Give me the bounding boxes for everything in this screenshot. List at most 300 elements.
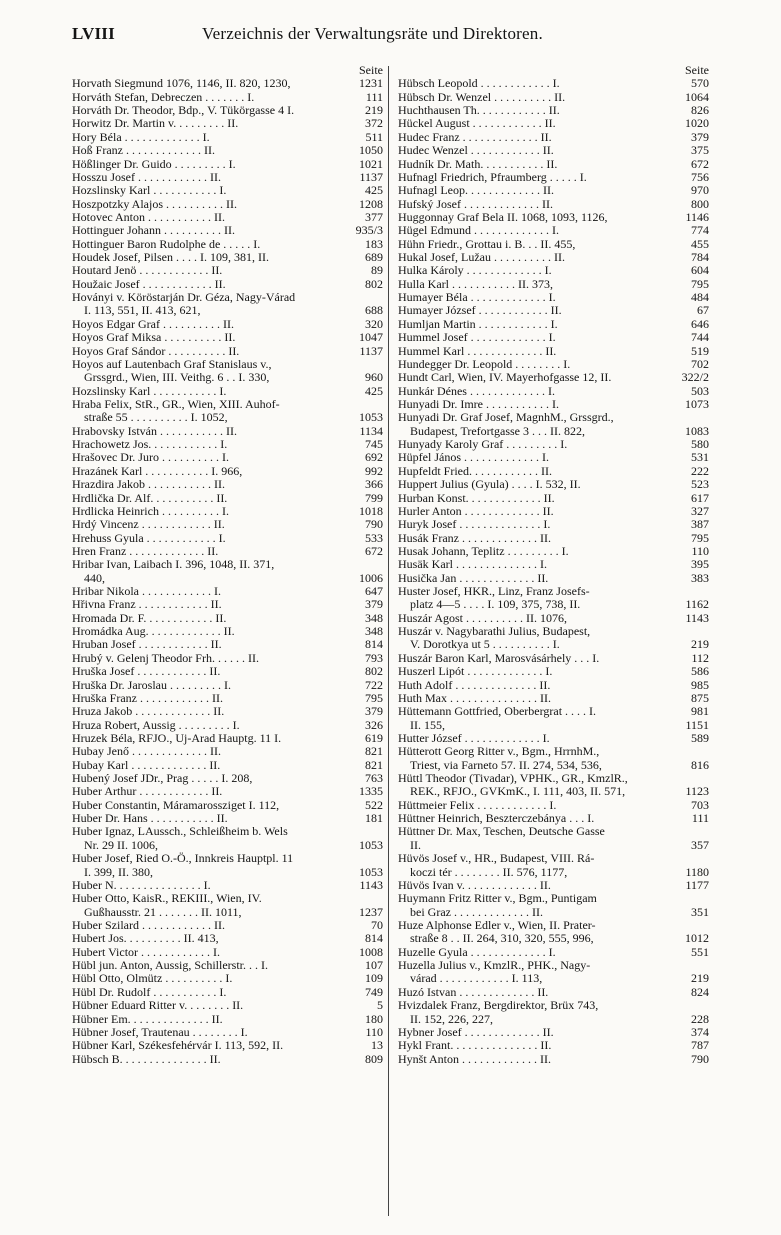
entry-text: Hromádka Aug. . . . . . . . . . . . . II. bbox=[72, 625, 235, 639]
index-entry bbox=[72, 638, 383, 651]
entry-text: Hruza Jakob . . . . . . . . . . . . . II. bbox=[72, 705, 225, 719]
index-entry bbox=[398, 224, 709, 237]
entry-text: I. 113, 551, II. 413, 621, bbox=[84, 304, 201, 318]
entry-text: II. bbox=[410, 838, 421, 852]
entry-page-number: 992 bbox=[365, 464, 383, 478]
index-entry bbox=[398, 478, 709, 491]
entry-page-number: 1053 bbox=[359, 838, 383, 852]
index-entry bbox=[72, 264, 383, 277]
entry-text: Huber Dr. Hans . . . . . . . . . . . II. bbox=[72, 812, 228, 826]
index-entry bbox=[398, 425, 709, 438]
index-entry bbox=[72, 866, 383, 879]
index-entry bbox=[398, 866, 709, 879]
index-entry bbox=[398, 652, 709, 665]
entry-text: Hoyos auf Lautenbach Graf Stanislaus v., bbox=[72, 357, 272, 371]
entry-page-number: 1162 bbox=[685, 598, 709, 612]
index-entry bbox=[398, 91, 709, 104]
entry-text: Humayer Béla . . . . . . . . . . . . . I. bbox=[398, 291, 556, 305]
entry-page-number: 110 bbox=[691, 544, 709, 558]
entry-text: Huzelle Gyula . . . . . . . . . . . . . I. bbox=[398, 945, 556, 959]
index-entry bbox=[72, 331, 383, 344]
entry-page-number: 689 bbox=[365, 251, 383, 265]
entry-text: Hunyady Karoly Graf . . . . . . . . . I. bbox=[398, 438, 568, 452]
entry-text: Hotovec Anton . . . . . . . . . . . II. bbox=[72, 210, 225, 224]
index-entry bbox=[398, 104, 709, 117]
entry-text: Hutter József . . . . . . . . . . . . . I. bbox=[398, 731, 550, 745]
entry-page-number: 824 bbox=[691, 985, 709, 999]
entry-text: Hozslinsky Karl . . . . . . . . . . . I. bbox=[72, 184, 227, 198]
entry-page-number: 749 bbox=[365, 985, 383, 999]
index-entry bbox=[72, 558, 383, 571]
entry-text: Gußhausstr. 21 . . . . . . . II. 1011, bbox=[84, 905, 242, 919]
entry-page-number: 814 bbox=[365, 638, 383, 652]
entry-text: Hühn Friedr., Grottau i. B. . . II. 455, bbox=[398, 237, 576, 251]
index-entry bbox=[398, 598, 709, 611]
entry-page-number: 1020 bbox=[685, 117, 709, 131]
index-entry bbox=[72, 532, 383, 545]
entry-page-number: 692 bbox=[365, 451, 383, 465]
entry-text: Hübsch Leopold . . . . . . . . . . . . I. bbox=[398, 77, 560, 91]
index-entry bbox=[72, 345, 383, 358]
entry-page-number: 756 bbox=[691, 170, 709, 184]
seite-label: Seite bbox=[685, 64, 709, 77]
entry-text: Hubay Karl . . . . . . . . . . . . . II. bbox=[72, 758, 221, 772]
entry-page-number: 522 bbox=[365, 798, 383, 812]
entry-page-number: 112 bbox=[691, 651, 709, 665]
entry-page-number: 1180 bbox=[685, 865, 709, 879]
index-entry bbox=[398, 772, 709, 785]
entry-page-number: 722 bbox=[365, 678, 383, 692]
index-entry bbox=[398, 572, 709, 585]
index-entry bbox=[72, 732, 383, 745]
index-entry bbox=[72, 492, 383, 505]
index-entry bbox=[398, 371, 709, 384]
entry-text: Humayer József . . . . . . . . . . . . II. bbox=[398, 304, 562, 318]
entry-text: Huth Max . . . . . . . . . . . . . . . II. bbox=[398, 691, 551, 705]
index-entry bbox=[398, 692, 709, 705]
entry-text: Triest, via Farneto 57. II. 274, 534, 536, bbox=[410, 758, 602, 772]
entry-text: Hügel Edmund . . . . . . . . . . . . . I. bbox=[398, 224, 559, 238]
index-entry bbox=[72, 812, 383, 825]
entry-page-number: 533 bbox=[365, 531, 383, 545]
index-entry bbox=[72, 91, 383, 104]
entry-page-number: 377 bbox=[365, 210, 383, 224]
entry-page-number: 1123 bbox=[685, 785, 709, 799]
entry-page-number: 787 bbox=[691, 1039, 709, 1053]
index-entry bbox=[398, 211, 709, 224]
entry-text: Hübsch B. . . . . . . . . . . . . . . II. bbox=[72, 1052, 221, 1066]
entry-page-number: 646 bbox=[691, 317, 709, 331]
entry-text: Hraba Felix, StR., GR., Wien, XIII. Auhof- bbox=[72, 397, 280, 411]
entry-text: Horváth Stefan, Debreczen . . . . . . . I. bbox=[72, 90, 255, 104]
entry-text: Hüttner Heinrich, Beszterczebánya . . . I. bbox=[398, 812, 595, 826]
index-entry bbox=[398, 411, 709, 424]
index-entry bbox=[72, 932, 383, 945]
entry-page-number: 351 bbox=[691, 905, 709, 919]
index-entry bbox=[72, 117, 383, 130]
index-entry bbox=[398, 358, 709, 371]
entry-text: Budapest, Trefortgasse 3 . . . II. 822, bbox=[410, 424, 585, 438]
index-entry bbox=[398, 972, 709, 985]
index-entry bbox=[72, 318, 383, 331]
index-entry bbox=[72, 358, 383, 371]
entry-page-number: 13 bbox=[371, 1039, 383, 1053]
index-entry bbox=[398, 986, 709, 999]
index-entry bbox=[72, 719, 383, 732]
entry-text: Hrdlička Dr. Alf. . . . . . . . . . . II. bbox=[72, 491, 228, 505]
entry-text: Houtard Jenö . . . . . . . . . . . . II. bbox=[72, 264, 223, 278]
entry-text: Hozslinsky Karl . . . . . . . . . . . I. bbox=[72, 384, 227, 398]
index-entry bbox=[398, 665, 709, 678]
entry-page-number: 793 bbox=[365, 651, 383, 665]
entry-page-number: 1137 bbox=[359, 344, 383, 358]
entry-text: Hoszpotzky Alajos . . . . . . . . . . II. bbox=[72, 197, 237, 211]
entry-page-number: 1143 bbox=[685, 611, 709, 625]
entry-page-number: 551 bbox=[691, 945, 709, 959]
entry-text: Hory Béla . . . . . . . . . . . . . I. bbox=[72, 130, 210, 144]
entry-text: REK., RFJO., GVKmK., I. 111, 403, II. 571, bbox=[410, 785, 626, 799]
entry-text: Hudník Dr. Math. . . . . . . . . . . II. bbox=[398, 157, 558, 171]
index-entry bbox=[72, 438, 383, 451]
entry-text: várad . . . . . . . . . . . . I. 113, bbox=[410, 972, 543, 986]
index-entry bbox=[72, 1039, 383, 1052]
entry-text: Huzella Julius v., KmzlR., PHK., Nagy- bbox=[398, 959, 591, 973]
index-entry bbox=[398, 77, 709, 90]
entry-text: Hrazánek Karl . . . . . . . . . . . I. 966, bbox=[72, 464, 243, 478]
entry-text: Hruzek Béla, RFJO., Uj-Arad Hauptg. 11 I. bbox=[72, 731, 282, 745]
index-entry bbox=[398, 385, 709, 398]
index-entry bbox=[72, 692, 383, 705]
index-entry bbox=[398, 558, 709, 571]
index-entry bbox=[72, 972, 383, 985]
index-entry bbox=[398, 318, 709, 331]
entry-page-number: 814 bbox=[365, 932, 383, 946]
entry-text: Hromada Dr. F. . . . . . . . . . . . II. bbox=[72, 611, 227, 625]
entry-page-number: 795 bbox=[365, 691, 383, 705]
entry-text: Hruška Dr. Jaroslau . . . . . . . . . I. bbox=[72, 678, 231, 692]
entry-text: Hybner Josef . . . . . . . . . . . . . II. bbox=[398, 1025, 554, 1039]
entry-text: straße 55 . . . . . . . . . . I. 1052, bbox=[84, 411, 228, 425]
entry-text: Huppert Julius (Gyula) . . . . I. 532, II. bbox=[398, 478, 581, 492]
entry-text: Hudec Franz . . . . . . . . . . . . . II. bbox=[398, 130, 552, 144]
entry-text: Huber Constantin, Máramarossziget I. 112, bbox=[72, 798, 280, 812]
entry-page-number: 180 bbox=[365, 1012, 383, 1026]
entry-page-number: 111 bbox=[691, 812, 709, 826]
index-entry bbox=[398, 638, 709, 651]
entry-page-number: 619 bbox=[365, 731, 383, 745]
entry-page-number: 763 bbox=[365, 772, 383, 786]
entry-text: 440, bbox=[84, 571, 105, 585]
entry-page-number: 519 bbox=[691, 344, 709, 358]
entry-text: Hottinguer Baron Rudolphe de . . . . . I. bbox=[72, 237, 261, 251]
entry-page-number: 816 bbox=[691, 758, 709, 772]
entry-text: Hüvös Ivan v. . . . . . . . . . . . . II. bbox=[398, 878, 551, 892]
entry-page-number: 1231 bbox=[359, 77, 383, 91]
index-entry bbox=[398, 198, 709, 211]
index-entry bbox=[72, 759, 383, 772]
index-entry bbox=[398, 932, 709, 945]
entry-page-number: 320 bbox=[365, 317, 383, 331]
entry-page-number: 219 bbox=[691, 972, 709, 986]
entry-page-number: 181 bbox=[365, 812, 383, 826]
index-entry bbox=[72, 785, 383, 798]
index-entry bbox=[72, 705, 383, 718]
entry-page-number: 110 bbox=[365, 1025, 383, 1039]
index-entry bbox=[72, 1013, 383, 1026]
entry-page-number: 790 bbox=[365, 518, 383, 532]
index-entry bbox=[398, 999, 709, 1012]
entry-page-number: 647 bbox=[365, 585, 383, 599]
entry-page-number: 357 bbox=[691, 838, 709, 852]
index-entry bbox=[398, 345, 709, 358]
entry-text: Hoß Franz . . . . . . . . . . . . . II. bbox=[72, 144, 215, 158]
index-entry bbox=[72, 986, 383, 999]
entry-page-number: 70 bbox=[371, 919, 383, 932]
entry-page-number: 745 bbox=[365, 438, 383, 452]
index-entry bbox=[72, 772, 383, 785]
entry-page-number: 183 bbox=[365, 237, 383, 251]
index-entry bbox=[72, 144, 383, 157]
index-entry bbox=[398, 959, 709, 972]
index-entry bbox=[398, 892, 709, 905]
entry-text: Hubert Victor . . . . . . . . . . . . I. bbox=[72, 945, 221, 959]
entry-page-number: 327 bbox=[691, 504, 709, 518]
entry-page-number: 425 bbox=[365, 384, 383, 398]
index-entry bbox=[398, 144, 709, 157]
entry-page-number: 455 bbox=[691, 237, 709, 251]
entry-page-number: 372 bbox=[365, 117, 383, 131]
entry-text: Hüttner Dr. Max, Teschen, Deutsche Gasse bbox=[398, 825, 605, 839]
entry-text: Hübl Dr. Rudolf . . . . . . . . . . . I. bbox=[72, 985, 227, 999]
index-entry bbox=[398, 1039, 709, 1052]
entry-page-number: 1134 bbox=[359, 424, 383, 438]
entry-text: bei Graz . . . . . . . . . . . . . II. bbox=[410, 905, 543, 919]
index-entry bbox=[398, 238, 709, 251]
entry-page-number: 1208 bbox=[359, 197, 383, 211]
index-entry bbox=[72, 398, 383, 411]
entry-page-number: 809 bbox=[365, 1052, 383, 1066]
entry-page-number: 375 bbox=[691, 144, 709, 158]
entry-page-number: 935/3 bbox=[355, 224, 383, 238]
entry-text: Hufnagl Leop. . . . . . . . . . . . . II. bbox=[398, 184, 554, 198]
index-entry bbox=[72, 518, 383, 531]
entry-page-number: 383 bbox=[691, 571, 709, 585]
entry-page-number: 1053 bbox=[359, 865, 383, 879]
entry-page-number: 1237 bbox=[359, 905, 383, 919]
entry-text: Hundegger Dr. Leopold . . . . . . . . I. bbox=[398, 357, 571, 371]
entry-page-number: 219 bbox=[691, 638, 709, 652]
entry-text: Huber Szilard . . . . . . . . . . . . II. bbox=[72, 919, 225, 932]
entry-page-number: 374 bbox=[691, 1025, 709, 1039]
entry-text: Hübner Em. . . . . . . . . . . . . . II. bbox=[72, 1012, 223, 1026]
entry-page-number: 1008 bbox=[359, 945, 383, 959]
index-entry bbox=[398, 117, 709, 130]
entry-text: Hrachowetz Jos. . . . . . . . . . . . I. bbox=[72, 438, 228, 452]
entry-text: Hřivna Franz . . . . . . . . . . . . II. bbox=[72, 598, 222, 612]
entry-page-number: 111 bbox=[365, 90, 383, 104]
entry-page-number: 531 bbox=[691, 451, 709, 465]
page-folio: LVIII bbox=[72, 24, 115, 43]
entry-text: Hrazdira Jakob . . . . . . . . . . . II. bbox=[72, 478, 225, 492]
entry-page-number: 1053 bbox=[359, 411, 383, 425]
entry-page-number: 379 bbox=[365, 705, 383, 719]
entry-text: Hottinguer Johann . . . . . . . . . . II. bbox=[72, 224, 235, 238]
entry-text: Hoványi v. Köröstarján Dr. Géza, Nagy-Várad bbox=[72, 291, 296, 305]
entry-text: Huggonnay Graf Bela II. 1068, 1093, 1126, bbox=[398, 210, 608, 224]
index-entry bbox=[398, 518, 709, 531]
index-entry bbox=[72, 892, 383, 905]
entry-text: Hübner Karl, Székesfehérvár I. 113, 592, II. bbox=[72, 1039, 284, 1053]
index-entry bbox=[398, 719, 709, 732]
index-entry bbox=[398, 745, 709, 758]
entry-page-number: 981 bbox=[691, 705, 709, 719]
entry-text: Hüttl Theodor (Tivadar), VPHK., GR., KmzlR., bbox=[398, 772, 628, 786]
entry-page-number: 1335 bbox=[359, 785, 383, 799]
entry-text: Hulla Karl . . . . . . . . . . . II. 373, bbox=[398, 277, 553, 291]
entry-text: Hribar Nikola . . . . . . . . . . . . I. bbox=[72, 585, 221, 599]
index-entry bbox=[398, 799, 709, 812]
entry-text: Humljan Martin . . . . . . . . . . . . I. bbox=[398, 317, 558, 331]
entry-page-number: 570 bbox=[691, 77, 709, 91]
entry-page-number: 1021 bbox=[359, 157, 383, 171]
entry-text: Hupfeldt Fried. . . . . . . . . . . . II. bbox=[398, 464, 552, 478]
entry-text: koczi tér . . . . . . . . II. 576, 1177, bbox=[410, 865, 568, 879]
entry-text: Huber Ignaz, LAussch., Schleißheim b. Wels bbox=[72, 825, 288, 839]
seite-label: Seite bbox=[359, 64, 383, 77]
entry-page-number: 821 bbox=[365, 745, 383, 759]
index-entry bbox=[72, 291, 383, 304]
index-entry bbox=[72, 371, 383, 384]
entry-page-number: 970 bbox=[691, 184, 709, 198]
index-entry bbox=[72, 879, 383, 892]
index-entry bbox=[398, 438, 709, 451]
entry-text: Hufský Josef . . . . . . . . . . . . . II. bbox=[398, 197, 553, 211]
index-entry bbox=[398, 492, 709, 505]
index-entry bbox=[398, 251, 709, 264]
index-entry bbox=[72, 612, 383, 625]
column-header-seite bbox=[72, 64, 383, 77]
entry-page-number: 511 bbox=[365, 130, 383, 144]
entry-text: Husička Jan . . . . . . . . . . . . . II. bbox=[398, 571, 549, 585]
index-entry bbox=[72, 425, 383, 438]
entry-page-number: 672 bbox=[365, 544, 383, 558]
entry-text: II. 155, bbox=[410, 718, 445, 732]
entry-text: Hubený Josef JDr., Prag . . . . . I. 208, bbox=[72, 772, 253, 786]
index-entry bbox=[398, 812, 709, 825]
index-entry bbox=[398, 1053, 709, 1066]
index-entry bbox=[72, 625, 383, 638]
index-entry bbox=[72, 304, 383, 317]
entry-page-number: 795 bbox=[691, 531, 709, 545]
entry-page-number: 604 bbox=[691, 264, 709, 278]
index-entry bbox=[398, 852, 709, 865]
entry-text: Hrehuss Gyula . . . . . . . . . . . . I. bbox=[72, 531, 226, 545]
entry-text: Horvath Siegmund 1076, 1146, II. 820, 1230, bbox=[72, 77, 291, 91]
entry-page-number: 589 bbox=[691, 731, 709, 745]
index-entry bbox=[398, 825, 709, 838]
entry-page-number: 800 bbox=[691, 197, 709, 211]
entry-text: Hübner Eduard Ritter v. . . . . . . . II. bbox=[72, 999, 244, 1013]
entry-text: Hrubý v. Gelenj Theodor Frh. . . . . . II. bbox=[72, 651, 259, 665]
index-entry bbox=[398, 612, 709, 625]
index-entry bbox=[398, 264, 709, 277]
index-entry bbox=[72, 679, 383, 692]
entry-text: Hrdý Vincenz . . . . . . . . . . . . II. bbox=[72, 518, 225, 532]
index-entry bbox=[72, 278, 383, 291]
index-entry bbox=[398, 879, 709, 892]
entry-page-number: 1143 bbox=[359, 878, 383, 892]
index-entry bbox=[72, 665, 383, 678]
entry-text: Huszerl Lipót . . . . . . . . . . . . . I. bbox=[398, 665, 553, 679]
entry-page-number: 1006 bbox=[359, 571, 383, 585]
entry-page-number: 672 bbox=[691, 157, 709, 171]
index-entry bbox=[398, 398, 709, 411]
entry-page-number: 219 bbox=[365, 104, 383, 118]
right-index-column bbox=[398, 64, 709, 1066]
index-entry bbox=[72, 211, 383, 224]
entry-text: Huzó Istvan . . . . . . . . . . . . . II. bbox=[398, 985, 549, 999]
index-entry bbox=[398, 705, 709, 718]
index-entry bbox=[72, 572, 383, 585]
entry-text: Hüttmeier Felix . . . . . . . . . . . . I. bbox=[398, 798, 557, 812]
entry-text: Hüpfel János . . . . . . . . . . . . . I. bbox=[398, 451, 549, 465]
column-divider bbox=[388, 66, 389, 1216]
entry-text: Hübner Josef, Trautenau . . . . . . . . I. bbox=[72, 1025, 248, 1039]
entry-page-number: 1064 bbox=[685, 90, 709, 104]
entry-text: Hosszu Josef . . . . . . . . . . . . II. bbox=[72, 170, 221, 184]
index-entry bbox=[398, 545, 709, 558]
index-entry bbox=[72, 852, 383, 865]
index-entry bbox=[72, 104, 383, 117]
entry-text: Huszár Agost . . . . . . . . . . II. 1076, bbox=[398, 611, 567, 625]
index-entry bbox=[398, 785, 709, 798]
entry-text: Hribar Ivan, Laibach I. 396, 1048, II. 371, bbox=[72, 558, 275, 572]
entry-page-number: 379 bbox=[365, 598, 383, 612]
entry-page-number: 802 bbox=[365, 277, 383, 291]
entry-text: Huster Josef, HKR., Linz, Franz Josefs- bbox=[398, 585, 590, 599]
entry-page-number: 821 bbox=[365, 758, 383, 772]
index-entry bbox=[398, 1013, 709, 1026]
index-entry bbox=[398, 331, 709, 344]
index-entry bbox=[398, 906, 709, 919]
entry-text: V. Dorotkya ut 5 . . . . . . . . . . I. bbox=[410, 638, 560, 652]
index-entry bbox=[72, 385, 383, 398]
entry-page-number: 1073 bbox=[685, 397, 709, 411]
entry-text: Hruban Josef . . . . . . . . . . . . II. bbox=[72, 638, 222, 652]
index-entry bbox=[398, 171, 709, 184]
entry-page-number: 109 bbox=[365, 972, 383, 986]
entry-text: Hurler Anton . . . . . . . . . . . . . II. bbox=[398, 504, 554, 518]
index-entry bbox=[398, 304, 709, 317]
entry-page-number: 795 bbox=[691, 277, 709, 291]
entry-text: Husák Franz . . . . . . . . . . . . . II. bbox=[398, 531, 551, 545]
entry-text: Grssgrd., Wien, III. Veithg. 6 . . I. 330, bbox=[84, 371, 270, 385]
entry-page-number: 875 bbox=[691, 691, 709, 705]
entry-text: Huber Otto, KaisR., REKIII., Wien, IV. bbox=[72, 892, 262, 906]
entry-text: Husak Johann, Teplitz . . . . . . . . . I. bbox=[398, 544, 569, 558]
entry-page-number: 1012 bbox=[685, 932, 709, 946]
entry-text: Hößlinger Dr. Guido . . . . . . . . . I. bbox=[72, 157, 236, 171]
index-entry bbox=[72, 946, 383, 959]
index-entry bbox=[72, 131, 383, 144]
entry-page-number: 702 bbox=[691, 357, 709, 371]
entry-page-number: 1047 bbox=[359, 331, 383, 345]
entry-text: Hruška Franz . . . . . . . . . . . . II. bbox=[72, 691, 223, 705]
entry-page-number: 774 bbox=[691, 224, 709, 238]
entry-text: Huchthausen Th. . . . . . . . . . . . II. bbox=[398, 104, 560, 118]
column-header-seite bbox=[398, 64, 709, 77]
index-entry bbox=[72, 238, 383, 251]
